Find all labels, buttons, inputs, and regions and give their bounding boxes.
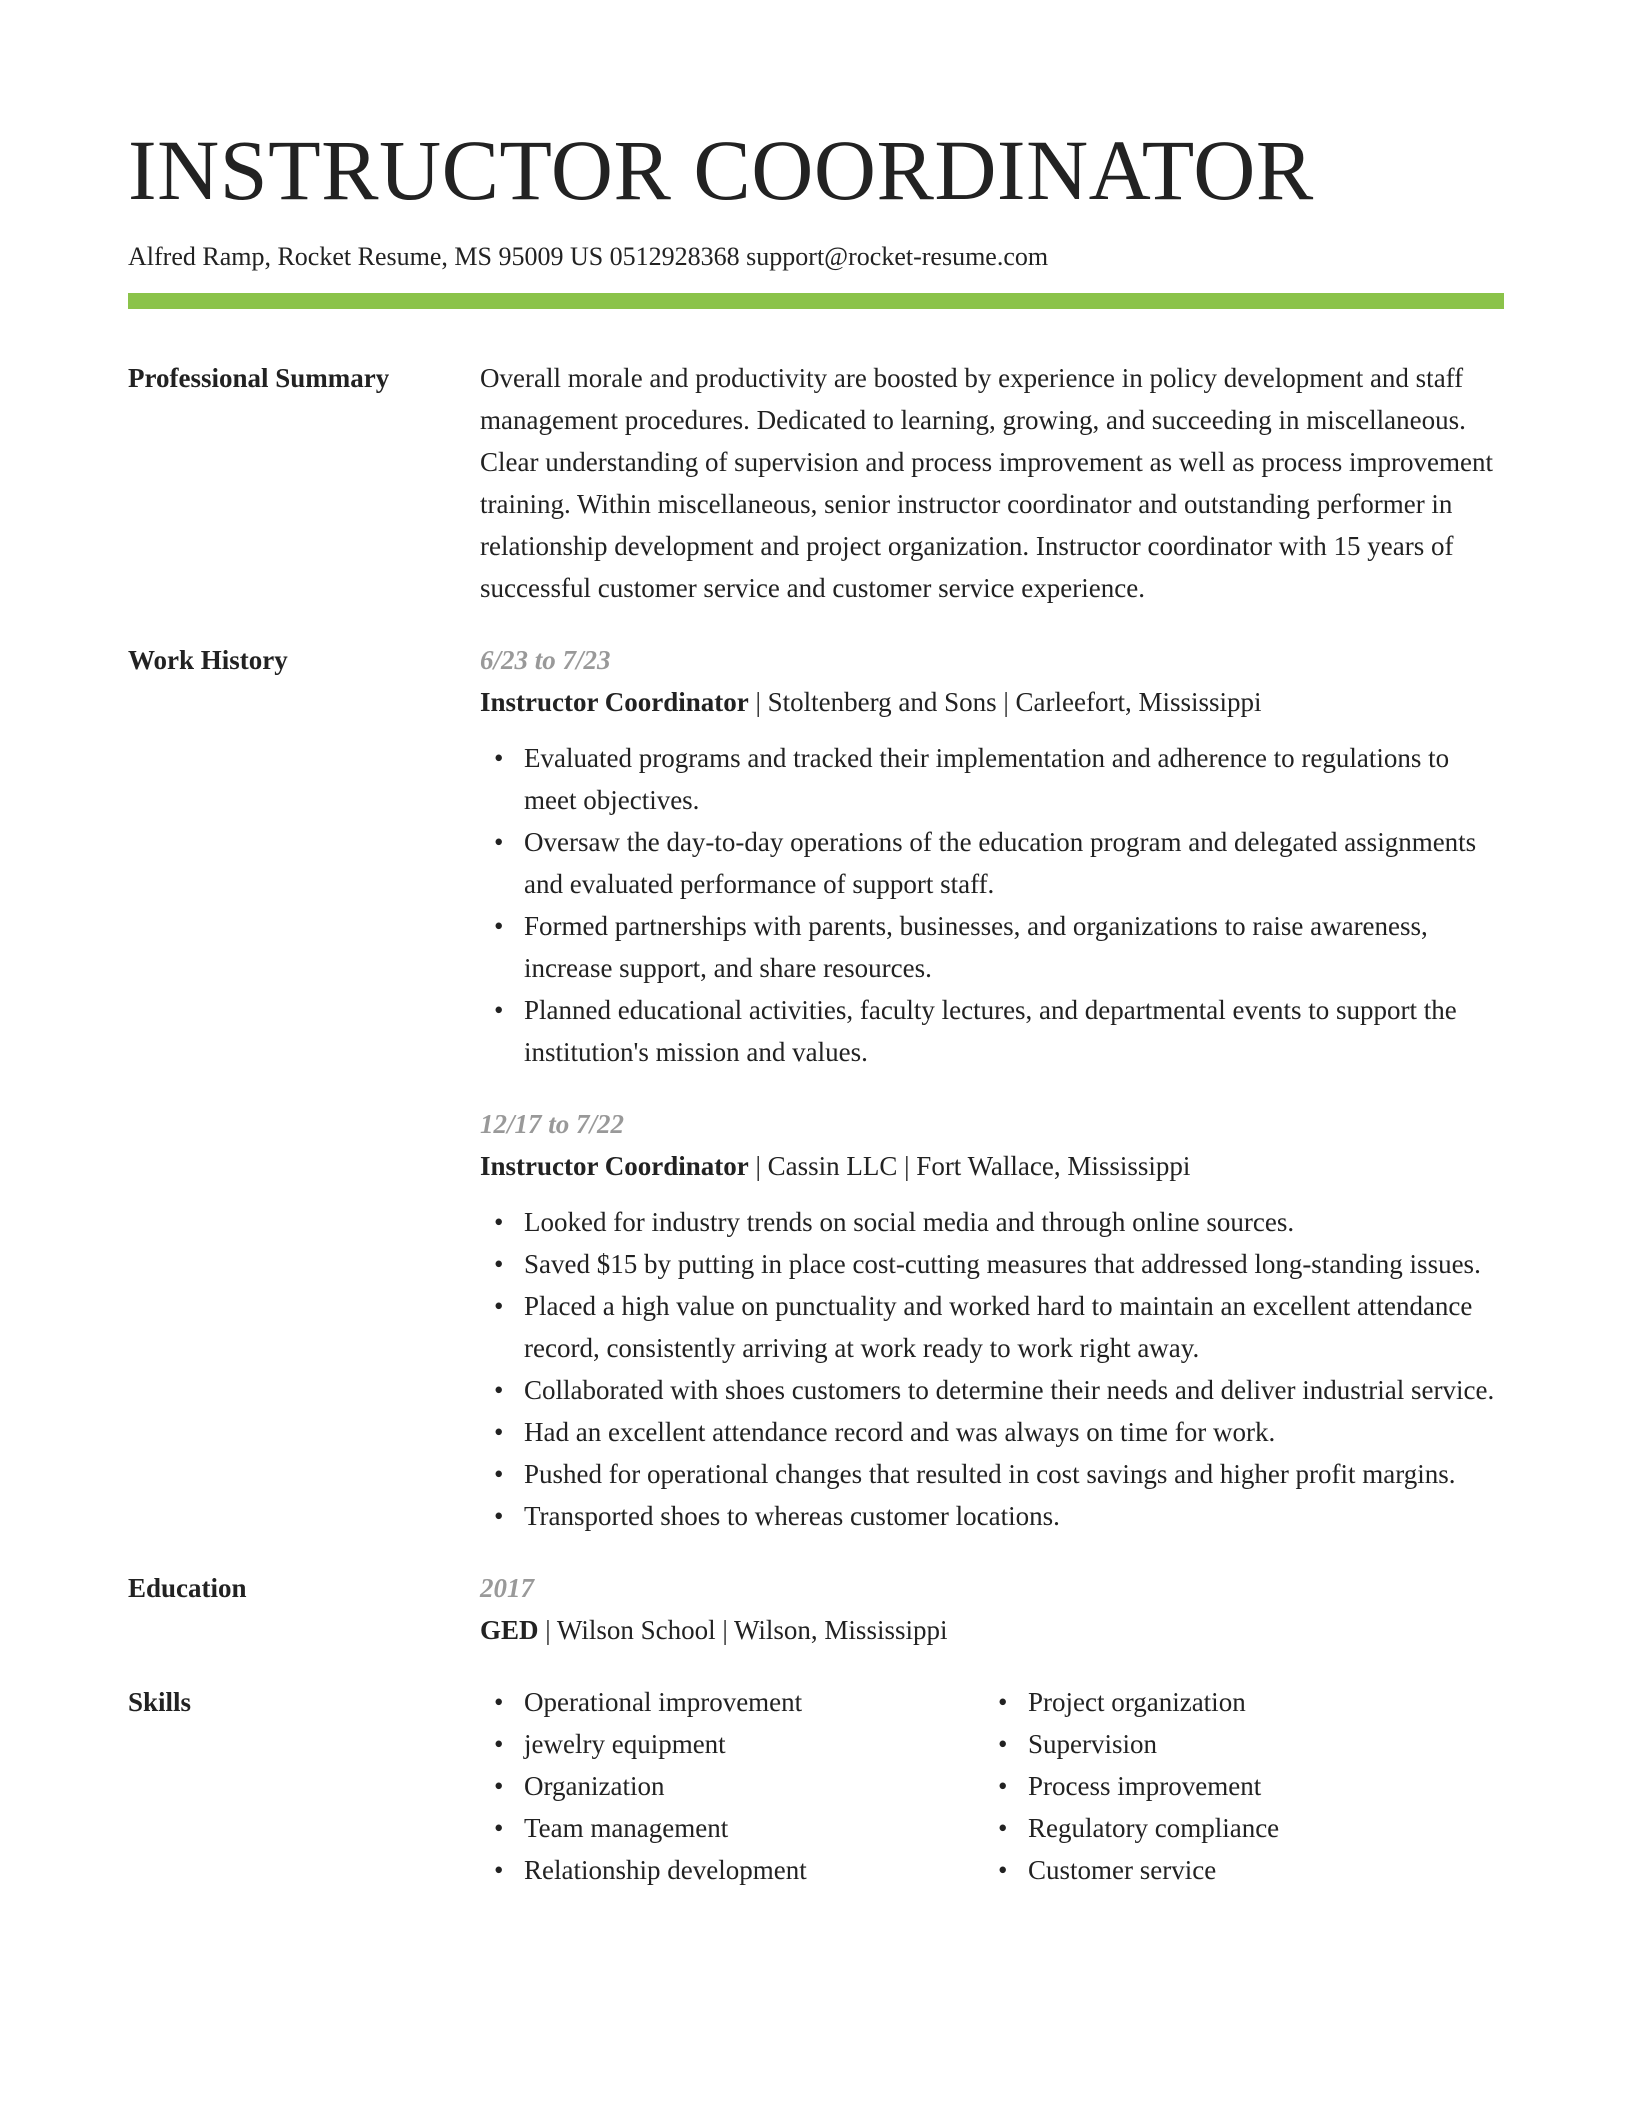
- skills-column-right: [984, 1681, 1488, 1891]
- bullet-text: Evaluated programs and tracked their implementation and adherence to regulations to meet objectives.: [524, 743, 1450, 815]
- summary-text: Overall morale and productivity are boosted by experience in policy development and staff management procedures. Dedicated to learning, growing, and succeeding in miscellaneous. Clear understanding of supervision and process improvement as well as process improvement training. Within miscellaneous, senior instructor coordinator and outstanding performer in relationship development and project organization. Instructor coordinator with 15 years of successful customer service and customer service experience.: [480, 363, 1494, 603]
- bullet-icon: •: [494, 1417, 504, 1447]
- bullet-text: Saved $15 by putting in place cost-cutting measures that addressed long-standing issues.: [524, 1249, 1481, 1279]
- bullet-icon: •: [998, 1813, 1008, 1843]
- skill-text: Team management: [524, 1813, 729, 1843]
- resume-page: [128, 0, 1504, 1891]
- skills-list-right: [984, 1681, 1488, 1891]
- bullet-text: Collaborated with shoes customers to determine their needs and deliver industrial service.: [524, 1375, 1495, 1405]
- bullet-icon: •: [494, 1771, 504, 1801]
- education-section: [128, 1567, 1504, 1651]
- skills-list-left: [480, 1681, 984, 1891]
- bullet-icon: •: [494, 1501, 504, 1531]
- skills-body: [480, 1681, 1504, 1891]
- summary-section: [128, 357, 1504, 609]
- skill-item: [998, 1765, 1488, 1807]
- bullet-text: Placed a high value on punctuality and worked hard to maintain an excellent attendance record, consistently arriving at work ready to work right away.: [524, 1291, 1473, 1363]
- skill-item: [494, 1849, 984, 1891]
- skill-text: Relationship development: [524, 1855, 807, 1885]
- job-bullets: [480, 737, 1504, 1073]
- bullet-icon: •: [494, 1687, 504, 1717]
- section-label-education: Education: [128, 1573, 247, 1603]
- list-item: [494, 1285, 1504, 1369]
- bullet-icon: •: [998, 1687, 1008, 1717]
- job-dates: 12/17 to 7/22: [480, 1109, 625, 1139]
- job-heading: [480, 681, 1504, 723]
- job-heading: [480, 1145, 1504, 1187]
- skill-text: Process improvement: [1028, 1771, 1262, 1801]
- list-item: [494, 1201, 1504, 1243]
- skills-columns: [480, 1681, 1504, 1891]
- skill-item: [998, 1807, 1488, 1849]
- bullet-icon: •: [494, 1207, 504, 1237]
- section-label-summary: Professional Summary: [128, 363, 390, 393]
- bullet-text: Pushed for operational changes that resulted in cost savings and higher profit margins.: [524, 1459, 1456, 1489]
- education-year: 2017: [480, 1573, 534, 1603]
- job-details: | Cassin LLC | Fort Wallace, Mississippi: [748, 1151, 1191, 1181]
- header-divider: [128, 293, 1504, 309]
- list-item: [494, 1411, 1504, 1453]
- skills-column-left: [480, 1681, 984, 1891]
- bullet-icon: •: [494, 911, 504, 941]
- bullet-text: Had an excellent attendance record and was always on time for work.: [524, 1417, 1276, 1447]
- skills-section: [128, 1681, 1504, 1891]
- work-history-section: [128, 639, 1504, 1537]
- job-title: Instructor Coordinator: [480, 687, 749, 717]
- resume-title: INSTRUCTOR COORDINATOR: [128, 122, 1314, 218]
- skill-item: [494, 1765, 984, 1807]
- bullet-text: Transported shoes to whereas customer locations.: [524, 1501, 1060, 1531]
- list-item: [494, 1495, 1504, 1537]
- list-item: [494, 821, 1504, 905]
- bullet-icon: •: [998, 1855, 1008, 1885]
- list-item: [494, 1369, 1504, 1411]
- bullet-icon: •: [494, 995, 504, 1025]
- education-body: [480, 1567, 1504, 1651]
- bullet-icon: •: [494, 827, 504, 857]
- job-entry: [480, 639, 1504, 1073]
- skill-item: [998, 1723, 1488, 1765]
- skill-text: Project organization: [1028, 1687, 1246, 1717]
- list-item: [494, 989, 1504, 1073]
- bullet-text: Formed partnerships with parents, businesses, and organizations to raise awareness, increase support, and share resources.: [524, 911, 1428, 983]
- skill-item: [494, 1807, 984, 1849]
- skill-text: Operational improvement: [524, 1687, 803, 1717]
- work-history-body: [480, 639, 1504, 1537]
- job-entry: [480, 1103, 1504, 1537]
- bullet-text: Oversaw the day-to-day operations of the education program and delegated assignments and evaluated performance of support staff.: [524, 827, 1477, 899]
- education-details: | Wilson School | Wilson, Mississippi: [538, 1615, 948, 1645]
- bullet-icon: •: [494, 1291, 504, 1321]
- list-item: [494, 737, 1504, 821]
- skill-text: Organization: [524, 1771, 665, 1801]
- skill-text: Customer service: [1028, 1855, 1217, 1885]
- education-heading: [480, 1609, 1504, 1651]
- job-title: Instructor Coordinator: [480, 1151, 749, 1181]
- bullet-icon: •: [998, 1729, 1008, 1759]
- bullet-icon: •: [494, 1855, 504, 1885]
- bullet-text: Planned educational activities, faculty lectures, and departmental events to support the institution's mission and values.: [524, 995, 1457, 1067]
- contact-line: Alfred Ramp, Rocket Resume, MS 95009 US 0512928368 support@rocket-resume.com: [128, 242, 1049, 271]
- bullet-icon: •: [494, 1249, 504, 1279]
- bullet-icon: •: [998, 1771, 1008, 1801]
- bullet-icon: •: [494, 1813, 504, 1843]
- bullet-icon: •: [494, 1729, 504, 1759]
- skill-item: [998, 1681, 1488, 1723]
- skill-text: jewelry equipment: [524, 1729, 726, 1759]
- skill-text: Supervision: [1028, 1729, 1158, 1759]
- job-dates: 6/23 to 7/23: [480, 645, 611, 675]
- list-item: [494, 1243, 1504, 1285]
- bullet-icon: •: [494, 1375, 504, 1405]
- skill-text: Regulatory compliance: [1028, 1813, 1280, 1843]
- skill-item: [494, 1681, 984, 1723]
- bullet-icon: •: [494, 1459, 504, 1489]
- skill-item: [998, 1849, 1488, 1891]
- job-details: | Stoltenberg and Sons | Carleefort, Mississippi: [748, 687, 1262, 717]
- summary-body: [480, 357, 1504, 609]
- skill-item: [494, 1723, 984, 1765]
- bullet-text: Looked for industry trends on social media and through online sources.: [524, 1207, 1295, 1237]
- bullet-icon: •: [494, 743, 504, 773]
- section-label-work-history: Work History: [128, 645, 288, 675]
- section-label-skills: Skills: [128, 1687, 192, 1717]
- job-bullets: [480, 1201, 1504, 1537]
- list-item: [494, 905, 1504, 989]
- education-degree: GED: [480, 1615, 539, 1645]
- list-item: [494, 1453, 1504, 1495]
